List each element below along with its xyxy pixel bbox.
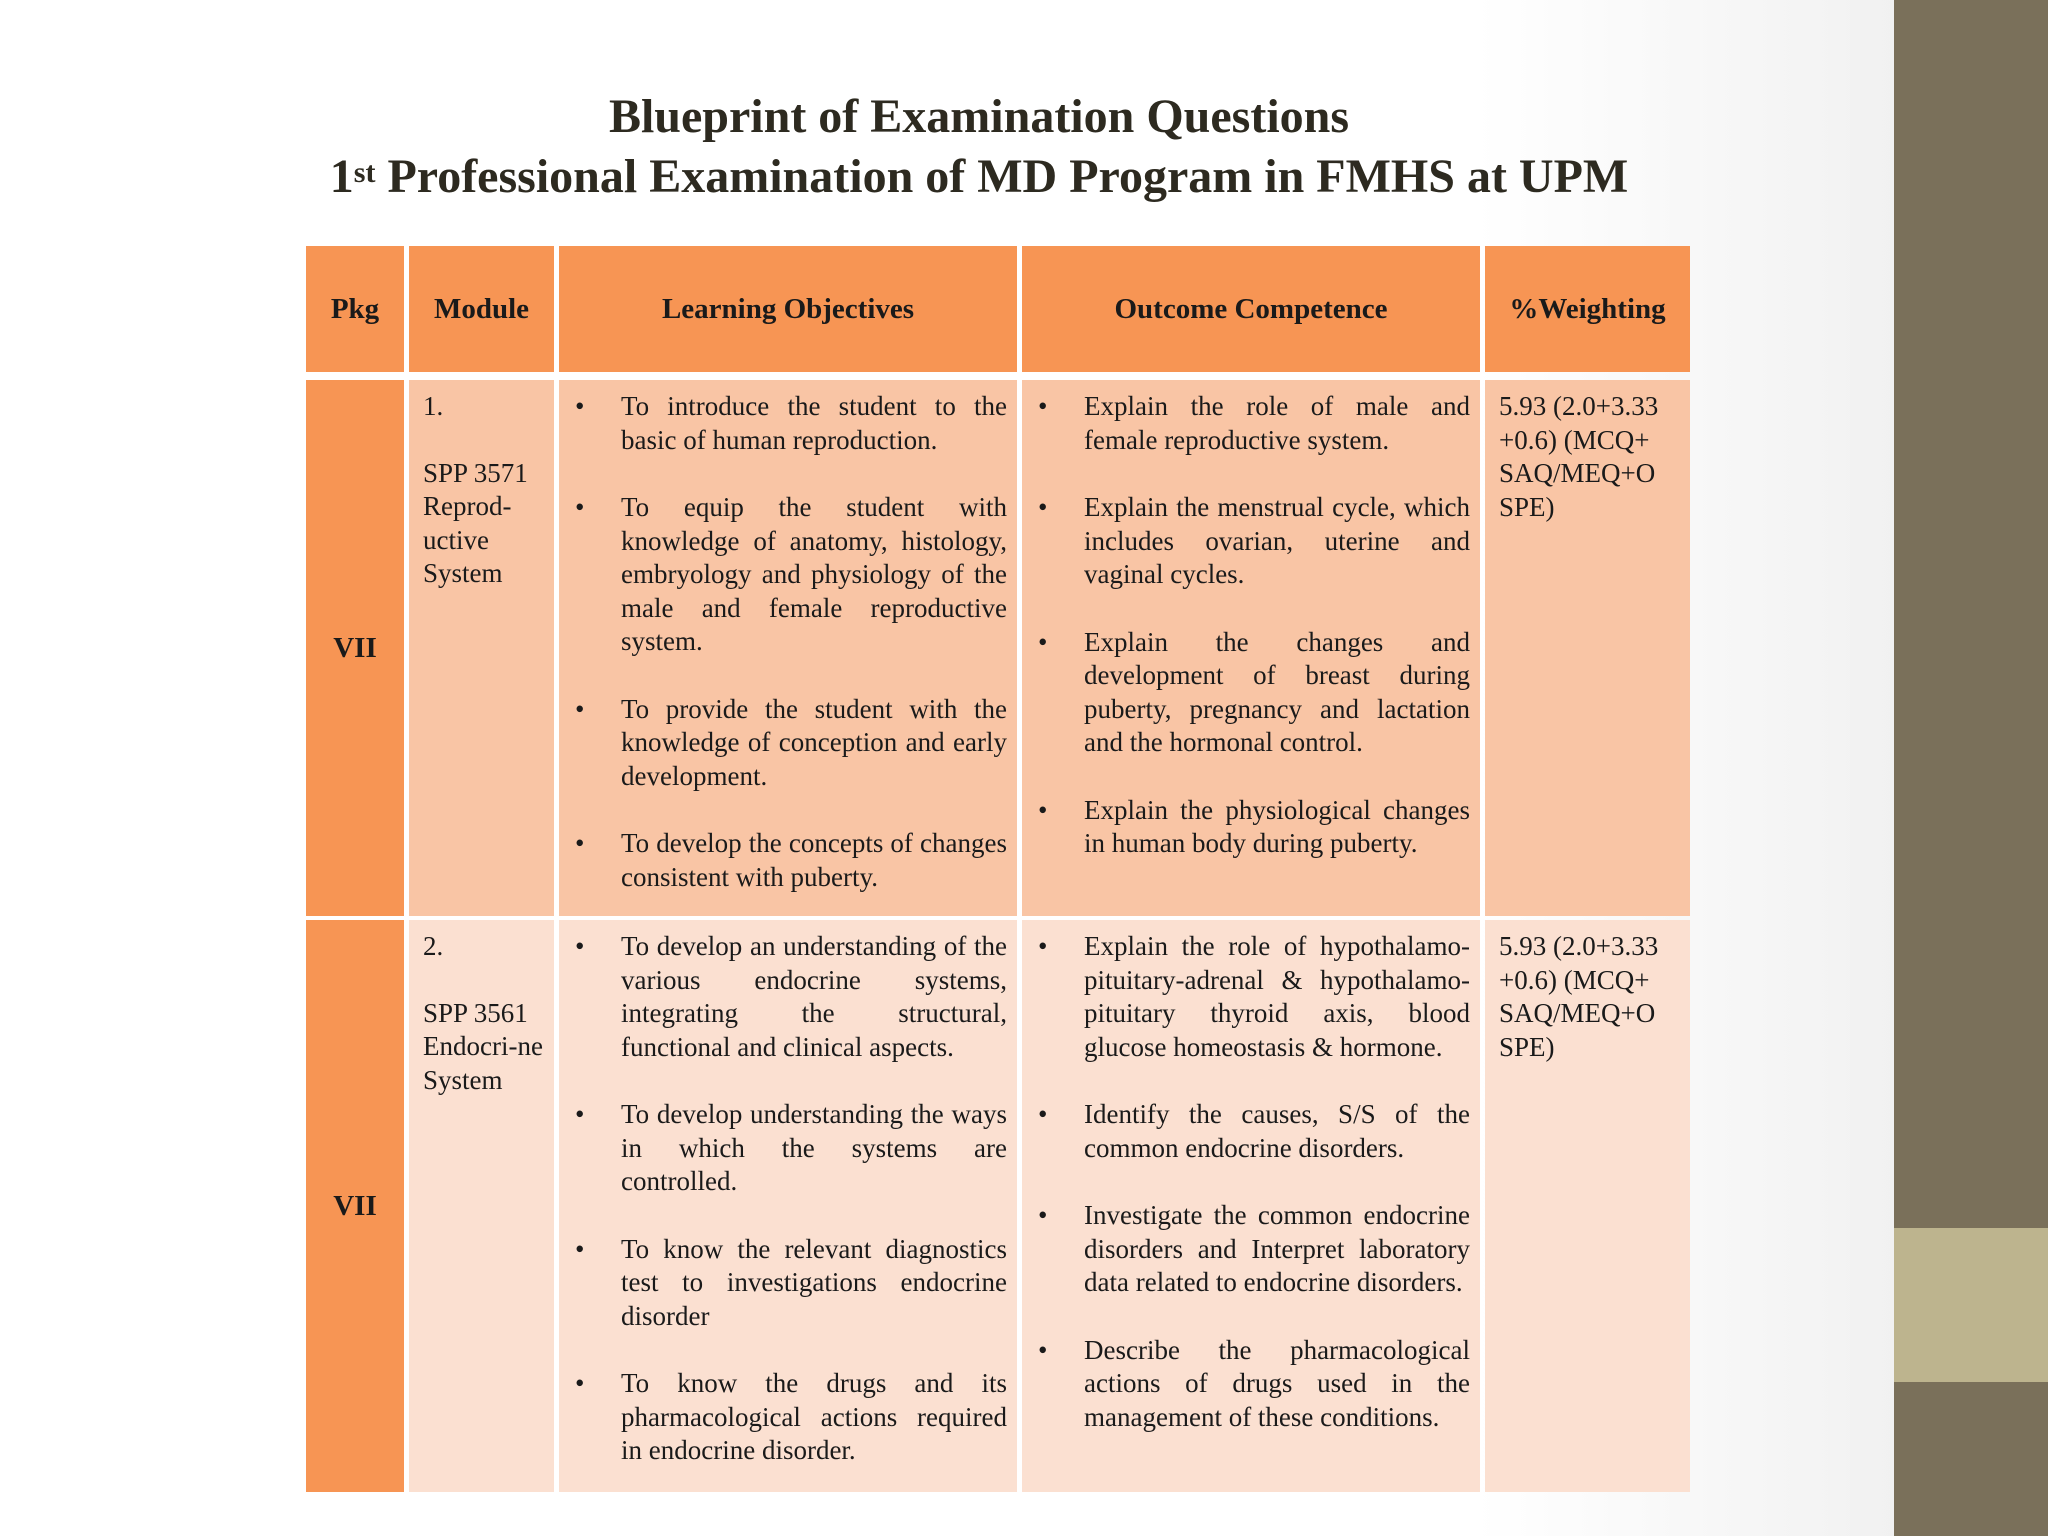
bullet-icon: • bbox=[575, 931, 585, 961]
list-item: • To develop an understanding of the various endocrine systems, integrating the structural, functional and clinical aspects. bbox=[575, 931, 1007, 1062]
list-item: • Explain the changes and development of breast during puberty, pregnancy and lactation and the hormonal control. bbox=[1038, 626, 1470, 757]
list-item: • To know the drugs and its pharmacological actions required in endocrine disorder. bbox=[575, 1368, 1007, 1465]
module-name: SPP 3571 Reprod-uctive System bbox=[423, 457, 528, 588]
list-item: • To equip the student with knowledge of anatomy, histology, embryology and physiology of the male and female reproductive system. bbox=[575, 492, 1007, 656]
bullet-icon: • bbox=[1038, 794, 1048, 825]
blueprint-table bbox=[306, 246, 1690, 1492]
subtitle-prefix: 1 bbox=[329, 150, 354, 203]
header-weighting: %Weighting bbox=[1485, 246, 1690, 372]
row-2-weighting: 5.93 (2.0+3.33 +0.6) (MCQ+ SAQ/MEQ+O SPE) bbox=[1485, 920, 1690, 1492]
list-item: • To develop the concepts of changes consistent with puberty. bbox=[575, 828, 1007, 892]
slide-title: Blueprint of Examination Questions bbox=[608, 90, 1350, 143]
list-item: • Describe the pharmacological actions of drugs used in the management of these conditions. bbox=[1038, 1334, 1470, 1432]
header-module: Module bbox=[409, 246, 554, 372]
bullet-icon: • bbox=[575, 693, 585, 724]
row-1-weighting: 5.93 (2.0+3.33 +0.6) (MCQ+ SAQ/MEQ+O SPE) bbox=[1485, 380, 1690, 916]
bullet-icon: • bbox=[575, 1233, 585, 1264]
row-2-module bbox=[409, 920, 554, 1492]
list-item: • To provide the student with the knowledge of conception and early development. bbox=[575, 693, 1007, 791]
bullet-icon: • bbox=[575, 391, 585, 421]
bullet-icon: • bbox=[575, 1368, 585, 1398]
module-name: SPP 3561 Endocri-ne System bbox=[423, 997, 543, 1095]
row-1-outcomes bbox=[1022, 380, 1480, 916]
row-1-pkg: VII bbox=[306, 380, 404, 916]
bullet-icon: • bbox=[575, 1099, 585, 1129]
bullet-icon: • bbox=[1038, 492, 1048, 522]
row-2-outcomes bbox=[1022, 920, 1480, 1492]
module-number: 2. bbox=[423, 931, 444, 961]
slide-subtitle bbox=[0, 147, 1958, 207]
module-number: 1. bbox=[423, 391, 444, 421]
list-item: • To introduce the student to the basic of human reproduction. bbox=[575, 391, 1007, 455]
bullet-icon: • bbox=[1038, 1099, 1048, 1129]
subtitle-superscript: st bbox=[353, 156, 376, 189]
row-2-objectives bbox=[559, 920, 1017, 1492]
header-pkg: Pkg bbox=[306, 246, 404, 372]
bullet-icon: • bbox=[1038, 1200, 1048, 1230]
row-2-pkg: VII bbox=[306, 920, 404, 1492]
row-1-objectives bbox=[559, 380, 1017, 916]
header-learning-objectives: Learning Objectives bbox=[559, 246, 1017, 372]
bullet-icon: • bbox=[1038, 1334, 1048, 1365]
list-item: • Explain the role of male and female reproductive system. bbox=[1038, 391, 1470, 455]
list-item: • Identify the causes, S/S of the common endocrine disorders. bbox=[1038, 1099, 1470, 1163]
list-item: • Explain the menstrual cycle, which includes ovarian, uterine and vaginal cycles. bbox=[1038, 492, 1470, 589]
bullet-icon: • bbox=[575, 828, 585, 858]
list-item: • To know the relevant diagnostics test to investigations endocrine disorder bbox=[575, 1233, 1007, 1331]
list-item: • Investigate the common endocrine disorders and Interpret laboratory data related to endocrine disorders. bbox=[1038, 1200, 1470, 1297]
list-item: • Explain the physiological changes in human body during puberty. bbox=[1038, 794, 1470, 858]
header-outcome-competence: Outcome Competence bbox=[1022, 246, 1480, 372]
list-item: • To develop understanding the ways in which the systems are controlled. bbox=[575, 1099, 1007, 1196]
list-item: • Explain the role of hypothalamo-pituitary-adrenal & hypothalamo-pituitary thyroid axis, blood glucose homeostasis & hormone. bbox=[1038, 931, 1470, 1062]
subtitle-rest: Professional Examination of MD Program in FMHS at UPM bbox=[375, 150, 1629, 203]
row-1-module bbox=[409, 380, 554, 916]
bullet-icon: • bbox=[1038, 931, 1048, 961]
bullet-icon: • bbox=[1038, 626, 1048, 657]
bullet-icon: • bbox=[1038, 391, 1048, 421]
bullet-icon: • bbox=[575, 492, 585, 522]
side-decor-accent bbox=[1894, 1228, 2048, 1382]
